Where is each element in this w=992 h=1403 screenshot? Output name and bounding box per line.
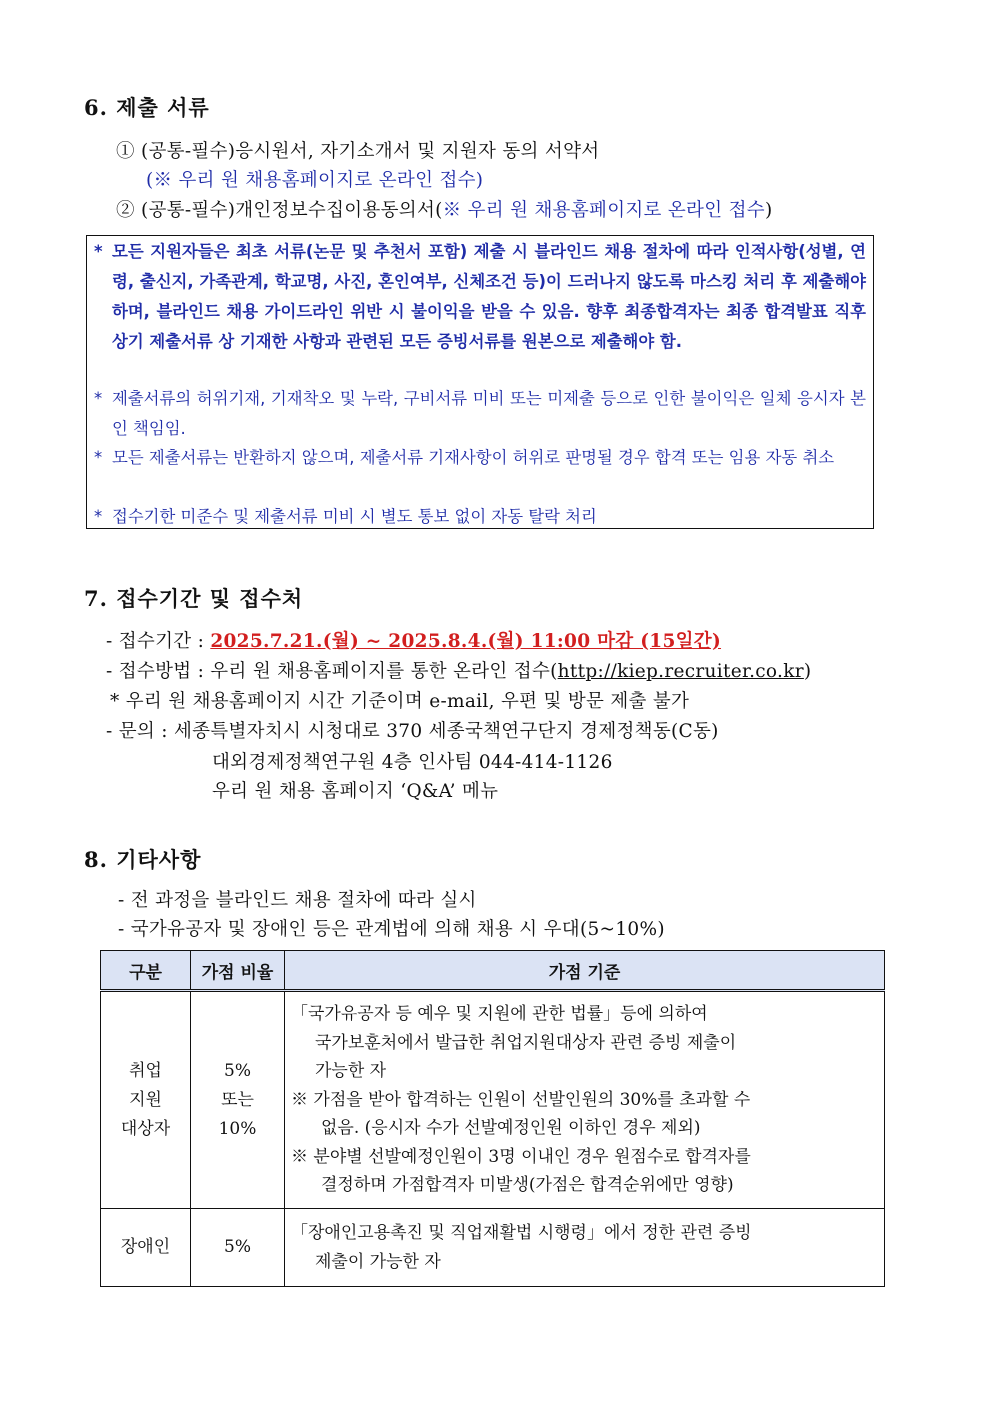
doc-item-1-note: (※ 우리 원 채용홈페이지로 온라인 접수)	[146, 170, 484, 191]
notice-bullet: *	[94, 242, 103, 261]
notice-2	[94, 384, 866, 444]
criteria-line: 없음. (응시자 수가 선발예정인원 이하인 경우 제외)	[321, 1118, 701, 1138]
category-text: 지원	[129, 1089, 162, 1110]
contact-line	[106, 717, 719, 743]
criteria-line: 국가보훈처에서 발급한 취업지원대상자 관련 증빙 제출이	[315, 1032, 737, 1053]
doc-item-2-note: ※ 우리 원 채용홈페이지로 온라인 접수	[442, 200, 765, 221]
header-criteria: 가점 기준	[285, 951, 885, 991]
category-text: 취업	[129, 1060, 162, 1081]
notice-bullet: *	[94, 389, 103, 408]
header-category: 구분	[101, 951, 191, 991]
contact-qna: 우리 원 채용 홈페이지 ‘Q&A’ 메뉴	[212, 781, 499, 802]
bonus-points-table	[100, 950, 885, 1287]
ratio-text: 10%	[218, 1118, 257, 1139]
notice-1	[94, 237, 866, 357]
notice-bullet: *	[94, 448, 103, 467]
notice-1-text: 모든 지원자들은 최초 서류(논문 및 추천서 포함) 제출 시 블라인드 채용 절차에 따라 인적사항(성별, 연령, 출신지, 가족관계, 학교명, 사진, 혼인여부, 신체조건 등)이 드러나지 않도록 마스킹 처리 후 제출해야 하며, 블라인드 채용 가이드라인 위반 시 불이익을 받을 수 있음. 향후 최종합격자는 최종 합격발표 직후 상기 제출서류 상 기재한 사항과 관련된 모든 증빙서류를 원본으로 제출해야 함.	[112, 242, 866, 351]
category-cell: 장애인	[101, 1209, 191, 1287]
table-row	[101, 1209, 885, 1287]
criteria-line: 결정하며 가점합격자 미발생(가점은 합격순위에만 영향)	[321, 1175, 734, 1195]
criteria-line: 「장애인고용촉진 및 직업재활법 시행령」에서 정한 관련 증빙	[291, 1223, 752, 1243]
etc-bullet-2: - 국가유공자 및 장애인 등은 관계법에 의해 채용 시 우대(5~10%)	[118, 919, 665, 940]
doc-item-2	[116, 196, 772, 222]
contact-address: 세종특별자치시 시청대로 370 세종국책연구단지 경제정책동(C동)	[173, 721, 719, 742]
criteria-line: ※ 분야별 선발예정인원이 3명 이내인 경우 원점수로 합격자를	[291, 1146, 751, 1167]
ratio-text: 5%	[224, 1060, 251, 1081]
criteria-line: 제출이 가능한 자	[315, 1251, 441, 1272]
method-suffix: )	[803, 661, 812, 682]
recruit-site-link[interactable]: http://kiep.recruiter.co.kr	[557, 661, 804, 682]
table-header-row	[101, 951, 885, 991]
period-line	[106, 627, 721, 653]
method-label: - 접수방법 : 우리 원 채용홈페이지를 통한 온라인 접수(	[106, 661, 558, 682]
notice-bullet: *	[94, 507, 103, 526]
contact-team: 대외경제정책연구원 4층 인사팀 044-414-1126	[212, 752, 613, 773]
method-line	[106, 657, 811, 683]
section6-title: 6. 제출 서류	[84, 95, 210, 120]
table-row	[101, 991, 885, 1209]
period-label: - 접수기간 :	[106, 631, 211, 652]
criteria-line: 「국가유공자 등 예우 및 지원에 관한 법률」등에 의하여	[291, 1004, 708, 1024]
ratio-cell: 5%	[191, 1209, 285, 1287]
category-cell	[101, 991, 191, 1209]
criteria-cell	[285, 1209, 885, 1287]
section8-title: 8. 기타사항	[84, 847, 202, 872]
section7-title: 7. 접수기간 및 접수처	[84, 586, 304, 611]
category-text: 대상자	[120, 1118, 171, 1139]
notice-3	[94, 443, 866, 473]
criteria-cell	[285, 991, 885, 1209]
notice-4-text: 접수기한 미준수 및 제출서류 미비 시 별도 통보 없이 자동 탈락 처리	[112, 507, 597, 526]
header-ratio: 가점 비율	[191, 951, 285, 991]
period-value: 2025.7.21.(월) ~ 2025.8.4.(월) 11:00 마감 (15일간)	[210, 631, 722, 652]
criteria-line: ※ 가점을 받아 합격하는 인원이 선발인원의 30%를 초과할 수	[291, 1089, 751, 1110]
doc-item-2-suffix: )	[764, 200, 773, 221]
ratio-cell	[191, 991, 285, 1209]
contact-label: - 문의 :	[106, 721, 174, 742]
doc-item-2-text: ② (공통-필수)개인정보수집이용동의서(	[116, 200, 443, 221]
notice-3-text: 모든 제출서류는 반환하지 않으며, 제출서류 기재사항이 허위로 판명될 경우 합격 또는 임용 자동 취소	[112, 448, 835, 467]
notice-2-text: 제출서류의 허위기재, 기재착오 및 누락, 구비서류 미비 또는 미제출 등으로 인한 불이익은 일체 응시자 본인 책임임.	[112, 389, 866, 438]
notice-4	[94, 502, 866, 532]
method-note: * 우리 원 채용홈페이지 시간 기준이며 e-mail, 우편 및 방문 제출 불가	[110, 691, 690, 712]
etc-bullet-1: - 전 과정을 블라인드 채용 절차에 따라 실시	[118, 890, 477, 911]
criteria-line: 가능한 자	[315, 1061, 387, 1081]
doc-item-1: ① (공통-필수)응시원서, 자기소개서 및 지원자 동의 서약서	[116, 141, 600, 162]
ratio-text: 또는	[221, 1089, 254, 1110]
